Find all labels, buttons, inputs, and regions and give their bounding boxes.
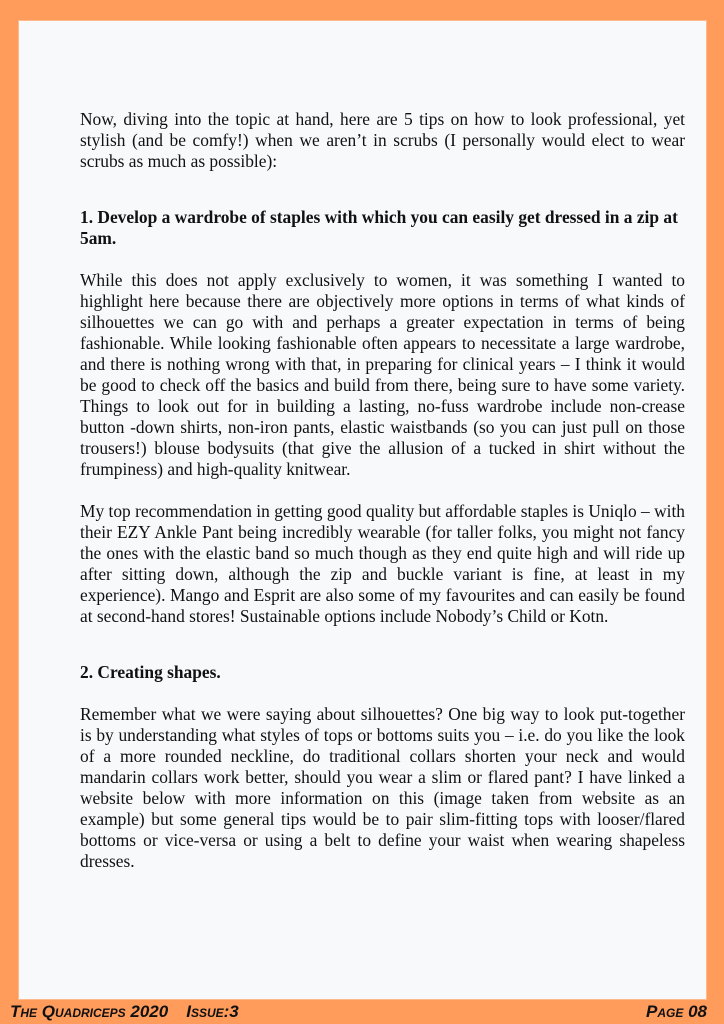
publication-name: The Quadriceps 2020 — [10, 1002, 169, 1021]
spacer — [80, 480, 685, 501]
spacer — [80, 172, 685, 207]
spacer — [80, 627, 685, 662]
section-heading-1: 1. Develop a wardrobe of staples with which you can easily get dressed in a zip at 5am. — [80, 207, 678, 248]
section-1-paragraph-2: My top recommendation in getting good quality but affordable staples is Uniqlo – with their EZY Ankle Pant being incredibly wearable (for taller folks, you might not fancy the ones with the elastic band so much though as they end quite high and will ride up after sitting down, although the zip and buckle variant is fine, at least in my experience). Mango and Esprit are also some of my favourites and can easily be found at second-hand stores! Sustainable options include Nobody’s Child or Kotn. — [80, 501, 685, 626]
section-1-paragraph-1: While this does not apply exclusively to women, it was something I wanted to highlight here because there are objectively more options in terms of what kinds of silhouettes we can go with and perhaps a greater expectation in terms of being fashionable. While looking fashionable often appears to necessitate a large wardrobe, and there is nothing wrong with that, in preparing for clinical years – I think it would be good to check off the basics and build from there, being sure to have some variety. Things to look out for in building a lasting, no-fuss wardrobe include non-crease button -down shirts, non-iron pants, elastic waistbands (so you can just pull on those trousers!) blouse bodysuits (that give the allusion of a tucked in shirt without the frumpiness) and high-quality knitwear. — [80, 270, 685, 479]
footer-left — [10, 1000, 239, 1024]
intro-paragraph: Now, diving into the topic at hand, here are 5 tips on how to look professional, yet stylish (and be comfy!) when we aren’t in scrubs (I personally would elect to wear scrubs as much as possible): — [80, 109, 685, 171]
page-paper — [18, 20, 707, 1000]
spacer — [80, 249, 685, 270]
page-number: Page 08 — [646, 1002, 707, 1021]
section-2-paragraph-1: Remember what we were saying about silhouettes? One big way to look put-together is by understanding what styles of tops or bottoms suits you – i.e. do you like the look of a more rounded neckline, do traditional collars shorten your neck and would mandarin collars work better, should you wear a slim or flared pant? I have linked a website below with more information on this (image taken from website as an example) but some general tips would be to pair slim-fitting tops with looser/flared bottoms or vice-versa or using a belt to define your waist when wearing shapeless dresses. — [80, 704, 685, 871]
section-heading-2: 2. Creating shapes. — [80, 662, 221, 682]
article-body — [80, 109, 685, 872]
spacer — [80, 683, 685, 704]
issue-number: Issue:3 — [186, 1002, 239, 1021]
page-footer — [10, 1000, 707, 1024]
